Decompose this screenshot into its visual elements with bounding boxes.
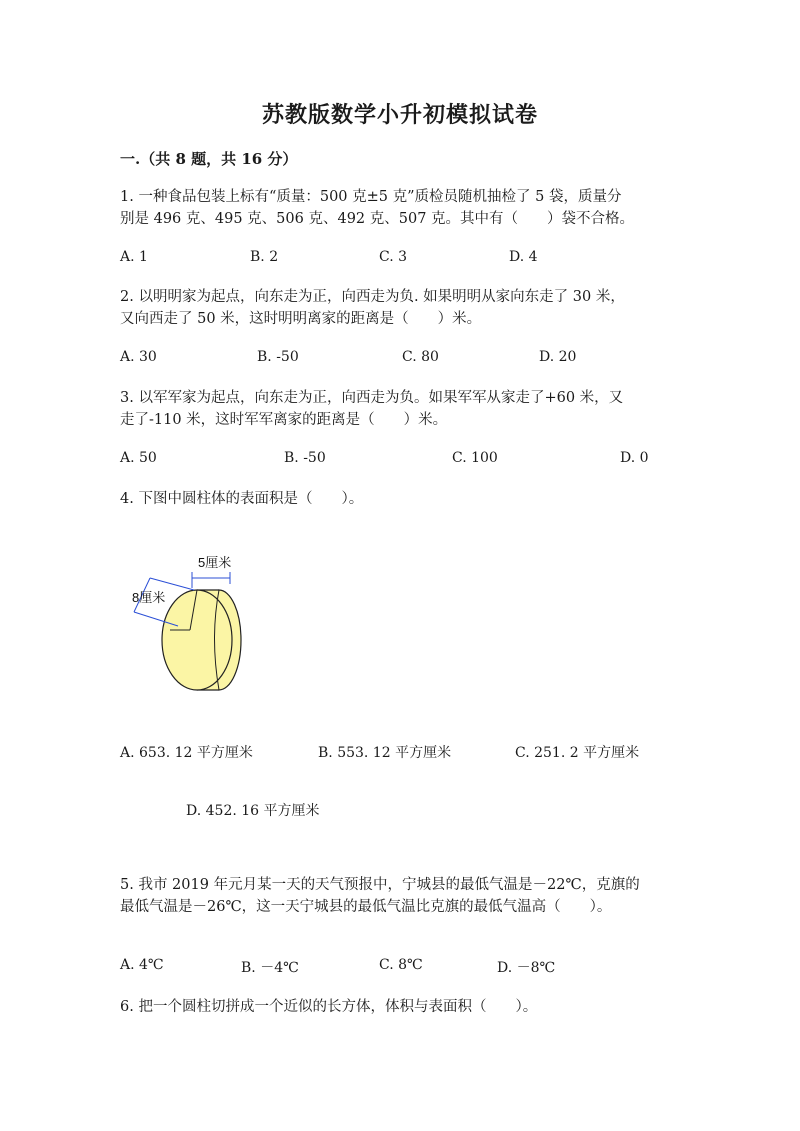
question-1-option-a: A. 1 <box>120 249 148 265</box>
question-4-option-a: A. 653. 12 平方厘米 <box>120 745 253 761</box>
question-1-option-d: D. 4 <box>509 249 538 265</box>
question-5-option-c: C. 8℃ <box>379 957 423 973</box>
question-3-option-b: B. -50 <box>284 450 326 466</box>
cylinder-figure <box>120 548 260 702</box>
question-2-line-1: 2. 以明明家为起点，向东走为正，向西走为负. 如果明明从家向东走了 30 米， <box>120 289 625 305</box>
question-5-option-b: B. －4℃ <box>241 960 299 976</box>
question-6-line-1: 6. 把一个圆柱切拼成一个近似的长方体，体积与表面积（ ）。 <box>120 999 538 1015</box>
section-heading: 一.（共 8 题，共 16 分） <box>120 150 298 168</box>
question-2-option-b: B. -50 <box>257 349 299 365</box>
question-1-option-c: C. 3 <box>379 249 408 265</box>
question-1-line-1: 1. 一种食品包装上标有“质量：500 克±5 克”质检员随机抽检了 5 袋，质量分 <box>120 189 622 205</box>
question-4-line-1: 4. 下图中圆柱体的表面积是（ ）。 <box>120 491 364 507</box>
height-label: 5厘米 <box>198 555 232 570</box>
question-1-line-2: 别是 496 克、495 克、506 克、492 克、507 克。其中有（ ）袋不合格。 <box>120 211 635 227</box>
page-title: 苏教版数学小升初模拟试卷 <box>261 102 538 128</box>
question-1-option-b: B. 2 <box>250 249 279 265</box>
question-5-line-2: 最低气温是－26℃，这一天宁城县的最低气温比克旗的最低气温高（ ）。 <box>120 899 612 915</box>
question-5-option-d: D. －8℃ <box>497 960 556 976</box>
question-2-line-2: 又向西走了 50 米，这时明明离家的距离是（ ）米。 <box>120 311 482 327</box>
question-2-option-a: A. 30 <box>120 349 157 365</box>
question-2-option-d: D. 20 <box>539 349 577 365</box>
question-3-option-c: C. 100 <box>452 450 498 466</box>
question-3-option-a: A. 50 <box>120 450 157 466</box>
question-3-line-1: 3. 以军军家为起点，向东走为正，向西走为负。如果军军从家走了+60 米，又 <box>120 390 624 406</box>
question-2-option-c: C. 80 <box>402 349 439 365</box>
radius-label: 8厘米 <box>132 590 166 605</box>
question-5-line-1: 5. 我市 2019 年元月某一天的天气预报中，宁城县的最低气温是－22℃，克旗的 <box>120 877 640 893</box>
question-3-option-d: D. 0 <box>620 450 649 466</box>
question-4-option-d: D. 452. 16 平方厘米 <box>186 803 320 819</box>
question-4-option-b: B. 553. 12 平方厘米 <box>318 745 452 761</box>
question-3-line-2: 走了-110 米，这时军军离家的距离是（ ）米。 <box>120 412 448 428</box>
question-5-option-a: A. 4℃ <box>120 957 164 973</box>
cylinder-diagram <box>120 548 260 698</box>
question-4-option-c: C. 251. 2 平方厘米 <box>515 745 640 761</box>
